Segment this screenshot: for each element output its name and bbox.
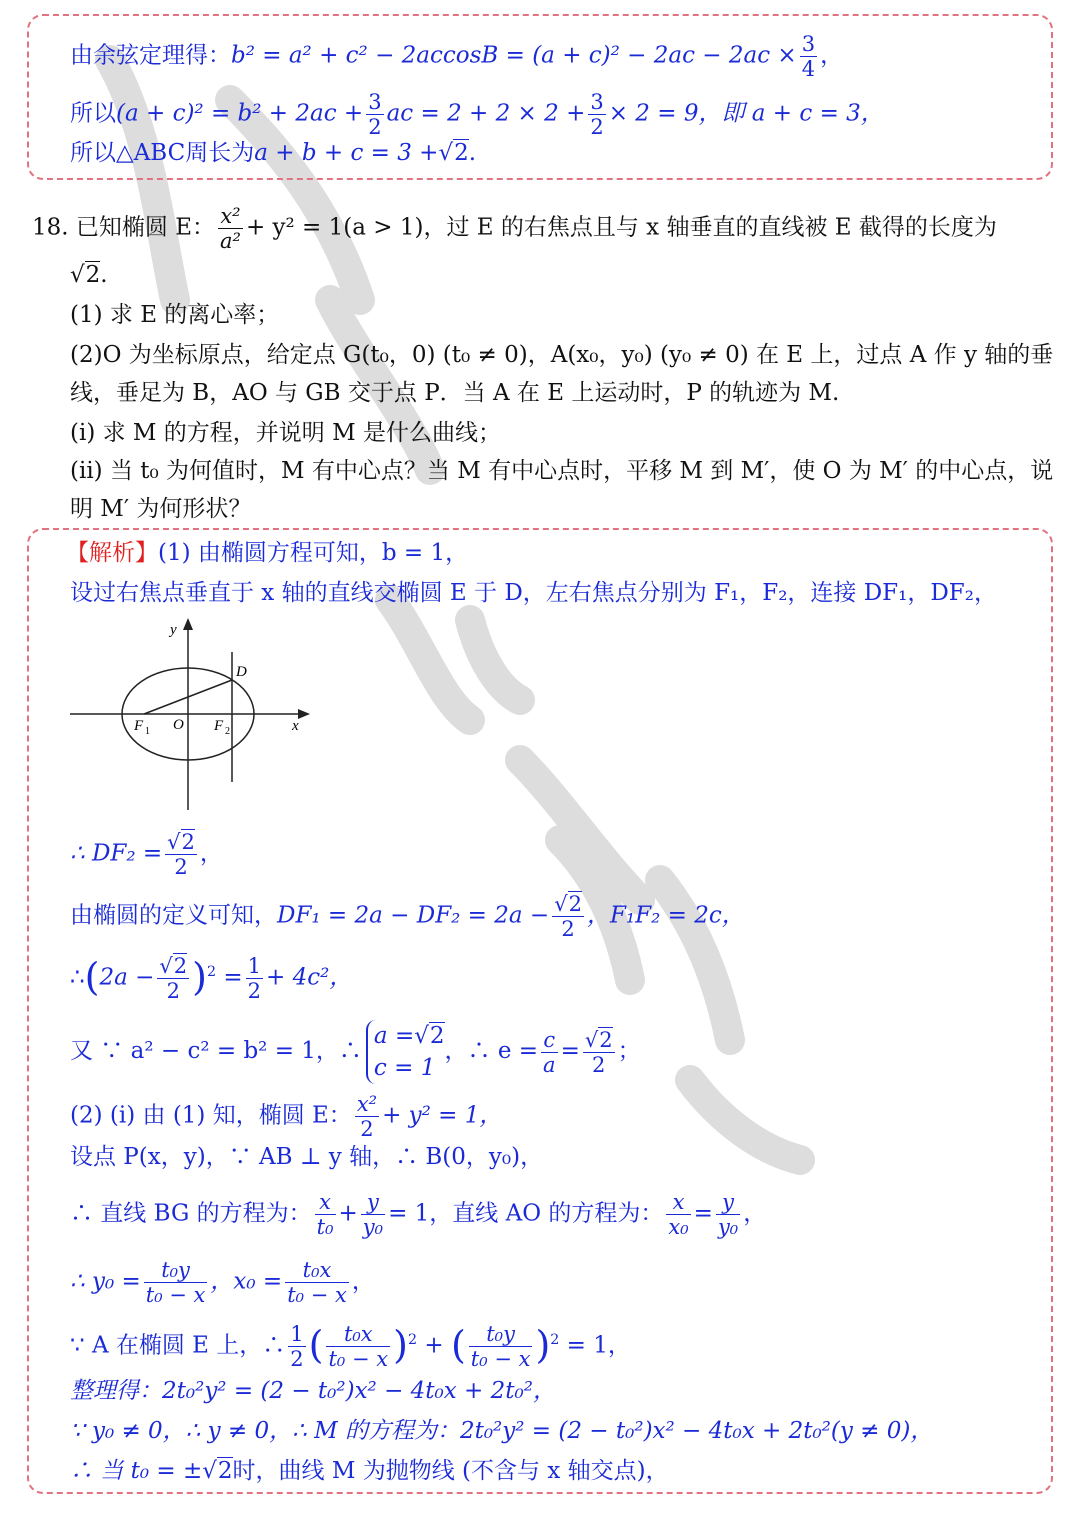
fraction: $\frac{1}{2}$ — [290, 1322, 304, 1371]
question-2-i: (i) 求 M 的方程，并说明 M 是什么曲线； — [70, 420, 501, 446]
math: ∴ 当 t₀ = ± — [70, 1458, 203, 1484]
text: = — [560, 1038, 580, 1064]
fraction: $\frac{3}{4}$ — [801, 32, 816, 81]
fraction: $\frac{\text{t₀x}}{\text{t₀ − x}}$ — [328, 1322, 389, 1371]
math: ∴ DF₂ = — [70, 840, 163, 867]
text: (2) (i) 由 (1) 知，椭圆 E： — [70, 1102, 352, 1129]
fraction: $\frac{\text{x²}}{2}$ — [356, 1092, 378, 1141]
x-axis-label: x — [292, 718, 299, 734]
f2-label: F — [214, 718, 224, 734]
fraction: $\frac{√2}{2}$ — [167, 830, 195, 879]
math: (a + c)² = b² + 2ac + — [116, 100, 364, 127]
equation-system: a =√2 c = 1 — [366, 1020, 445, 1084]
text: 由余弦定理得： — [70, 42, 231, 69]
text: 所以△ABC周长为 — [70, 140, 255, 166]
math: 2a − — [99, 964, 155, 991]
text: + y² = 1(a > 1)，过 E 的右焦点且与 x 轴垂直的直线被 E 截得的长度为 — [245, 214, 997, 241]
fraction: $\frac{c}{a}$ — [543, 1027, 556, 1077]
text: 所以 — [70, 100, 116, 127]
question-2-ii-line-1: (ii) 当 t₀ 为何值时，M 有中心点？当 M 有中心点时，平移 M 到 M′，使 O 为 M′ 的中心点，说 — [70, 458, 1054, 484]
top-line-2 — [70, 90, 884, 139]
text: 由椭圆的定义可知， — [70, 902, 277, 929]
solution-line-1 — [66, 538, 468, 568]
origin-label: O — [173, 717, 184, 733]
solution-lines: ∴ 直线 BG 的方程为： $\frac{x}{\text{t₀}}$ + $\frac{y}{\text{y₀}}$ = 1，直线 AO 的方程为： $\frac{x}{\text{x₀}}$ = $\frac{y}{\text{y₀}}$ ， — [70, 1190, 767, 1239]
solution-ellipse — [70, 1092, 502, 1141]
text: 又 ∵ a² − c² = b² = 1，∴ — [70, 1038, 362, 1064]
problem-line-2: √2. — [70, 262, 108, 288]
text: 时，曲线 M 为抛物线 (不含与 x 轴交点)， — [232, 1458, 669, 1484]
top-line-3: 所以△ABC周长为a + b + c = 3 +√2. — [70, 140, 477, 166]
solution-square: ∴(2a − $\frac{√2}{2}$ )$^2$ = $\frac{1}{2}$ + 4c²， — [70, 954, 353, 1003]
fraction: $\frac{√2}{2}$ — [584, 1027, 613, 1077]
f1-label: F — [134, 718, 144, 734]
exponent: 2 — [550, 1331, 560, 1348]
math: b² = a² + c² − 2accosB = (a + c)² − 2ac − 2ac × — [231, 42, 797, 69]
solution-label: 【解析】 — [66, 540, 158, 566]
math: ，x₀ = — [210, 1268, 283, 1295]
math: ac = 2 + 2 × 2 + — [386, 100, 586, 127]
question-2-line-2: 线，垂足为 B，AO 与 GB 交于点 P．当 A 在 E 上运动时，P 的轨迹为 M. — [70, 380, 840, 406]
text: = — [223, 964, 243, 991]
f2-subscript: 2 — [225, 726, 230, 737]
solution-m-equation: ∵ y₀ ≠ 0，∴ y ≠ 0，∴ M 的方程为：2t₀²y² = (2 − t₀²)x² − 4t₀x + 2t₀²(y ≠ 0)， — [70, 1418, 934, 1444]
text: (1) 由椭圆方程可知，b = 1， — [158, 540, 469, 566]
solution-point-p: 设点 P(x，y)，∵ AB ⊥ y 轴，∴ B(0，y₀)， — [70, 1144, 544, 1170]
math: a + b + c = 3 + — [254, 140, 439, 166]
fraction: $\frac{y}{\text{y₀}}$ — [362, 1190, 384, 1239]
text: ，∴ e = — [444, 1038, 539, 1064]
sqrt: 2 — [454, 140, 469, 166]
f1-subscript: 1 — [145, 726, 150, 737]
fraction: $\frac{x}{\text{x₀}}$ — [668, 1190, 689, 1239]
fraction: $\frac{\text{t₀y}}{\text{t₀ − x}}$ — [470, 1322, 531, 1371]
text: ， — [351, 1268, 375, 1295]
fraction: $\frac{3}{2}$ — [368, 90, 382, 139]
fraction: $\frac{y}{\text{y₀}}$ — [717, 1190, 739, 1239]
exponent: 2 — [407, 1331, 418, 1348]
question-2-ii-line-2: 明 M′ 为何形状？ — [70, 496, 252, 522]
question-2-line-1: (2)O 为坐标原点，给定点 G(t₀，0) (t₀ ≠ 0)，A(x₀，y₀) (y₀ ≠ 0) 在 E 上，过点 A 作 y 轴的垂 — [70, 342, 1054, 368]
fraction: $\frac{x}{\text{t₀}}$ — [316, 1190, 334, 1239]
math: ∴ y₀ = — [70, 1268, 141, 1295]
exponent: 2 — [207, 963, 217, 980]
text: ∴ 直线 BG 的方程为： — [70, 1200, 312, 1227]
math: + y² = 1， — [382, 1102, 503, 1129]
math: × 2 = 9，即 a + c = 3， — [608, 100, 884, 127]
solution-on-ellipse: ∵ A 在椭圆 E 上，∴ $\frac{1}{2}$ ( $\frac{\text{t₀x}}{\text{t₀ − x}}$ )$^2$ + ( $\frac{\text{t₀y}}{\text{t₀ − x}}$ )$^2$ = 1， — [70, 1322, 631, 1371]
text: ； — [617, 1038, 641, 1064]
text: . — [468, 140, 477, 166]
problem-line-1 — [32, 204, 997, 253]
solution-definition — [70, 892, 745, 941]
text: ， — [820, 42, 844, 69]
solution-df2 — [70, 830, 223, 879]
math: + 4c²， — [266, 964, 353, 991]
math: DF₁ = 2a − DF₂ = 2a − — [277, 902, 550, 929]
question-1: (1) 求 E 的离心率； — [70, 302, 280, 328]
solution-system — [70, 1020, 641, 1084]
fraction: $\frac{3}{2}$ — [590, 90, 604, 139]
fraction: $\frac{1}{2}$ — [247, 954, 262, 1003]
fraction: $\frac{\text{x²}}{\text{a²}}$ — [220, 204, 241, 253]
problem-number: 18. — [32, 214, 69, 241]
text: ∴ — [70, 964, 85, 991]
top-line-1 — [70, 32, 843, 81]
text: = 1， — [566, 1332, 631, 1359]
text: ， — [199, 840, 223, 867]
text: ∵ A 在椭圆 E 上，∴ — [70, 1332, 286, 1359]
solution-parabola: ∴ 当 t₀ = ±√2时，曲线 M 为抛物线 (不含与 x 轴交点)， — [70, 1458, 669, 1484]
ellipse-figure — [66, 612, 316, 812]
text: . — [100, 262, 108, 288]
text: ， — [743, 1200, 767, 1227]
solution-simplify: 整理得：2t₀²y² = (2 − t₀²)x² − 4t₀x + 2t₀²， — [70, 1378, 556, 1404]
sqrt: 2 — [217, 1458, 233, 1484]
point-d-label: D — [236, 664, 247, 680]
text: = 1，直线 AO 的方程为： — [388, 1200, 664, 1227]
sqrt: 2 — [85, 262, 101, 288]
solution-substitution — [70, 1258, 375, 1307]
y-axis-label: y — [170, 622, 177, 638]
fraction: $\frac{√2}{2}$ — [159, 954, 188, 1003]
fraction: $\frac{\text{t₀x}}{\text{t₀ − x}}$ — [287, 1258, 347, 1307]
fraction: $\frac{\text{t₀y}}{\text{t₀ − x}}$ — [145, 1258, 206, 1307]
text: 已知椭圆 E： — [75, 214, 215, 241]
fraction: $\frac{√2}{2}$ — [554, 892, 582, 941]
solution-line-2: 设过右焦点垂直于 x 轴的直线交椭圆 E 于 D，左右焦点分别为 F₁，F₂，连接 DF₁，DF₂， — [70, 580, 997, 606]
math: ，F₁F₂ = 2c， — [586, 902, 745, 929]
